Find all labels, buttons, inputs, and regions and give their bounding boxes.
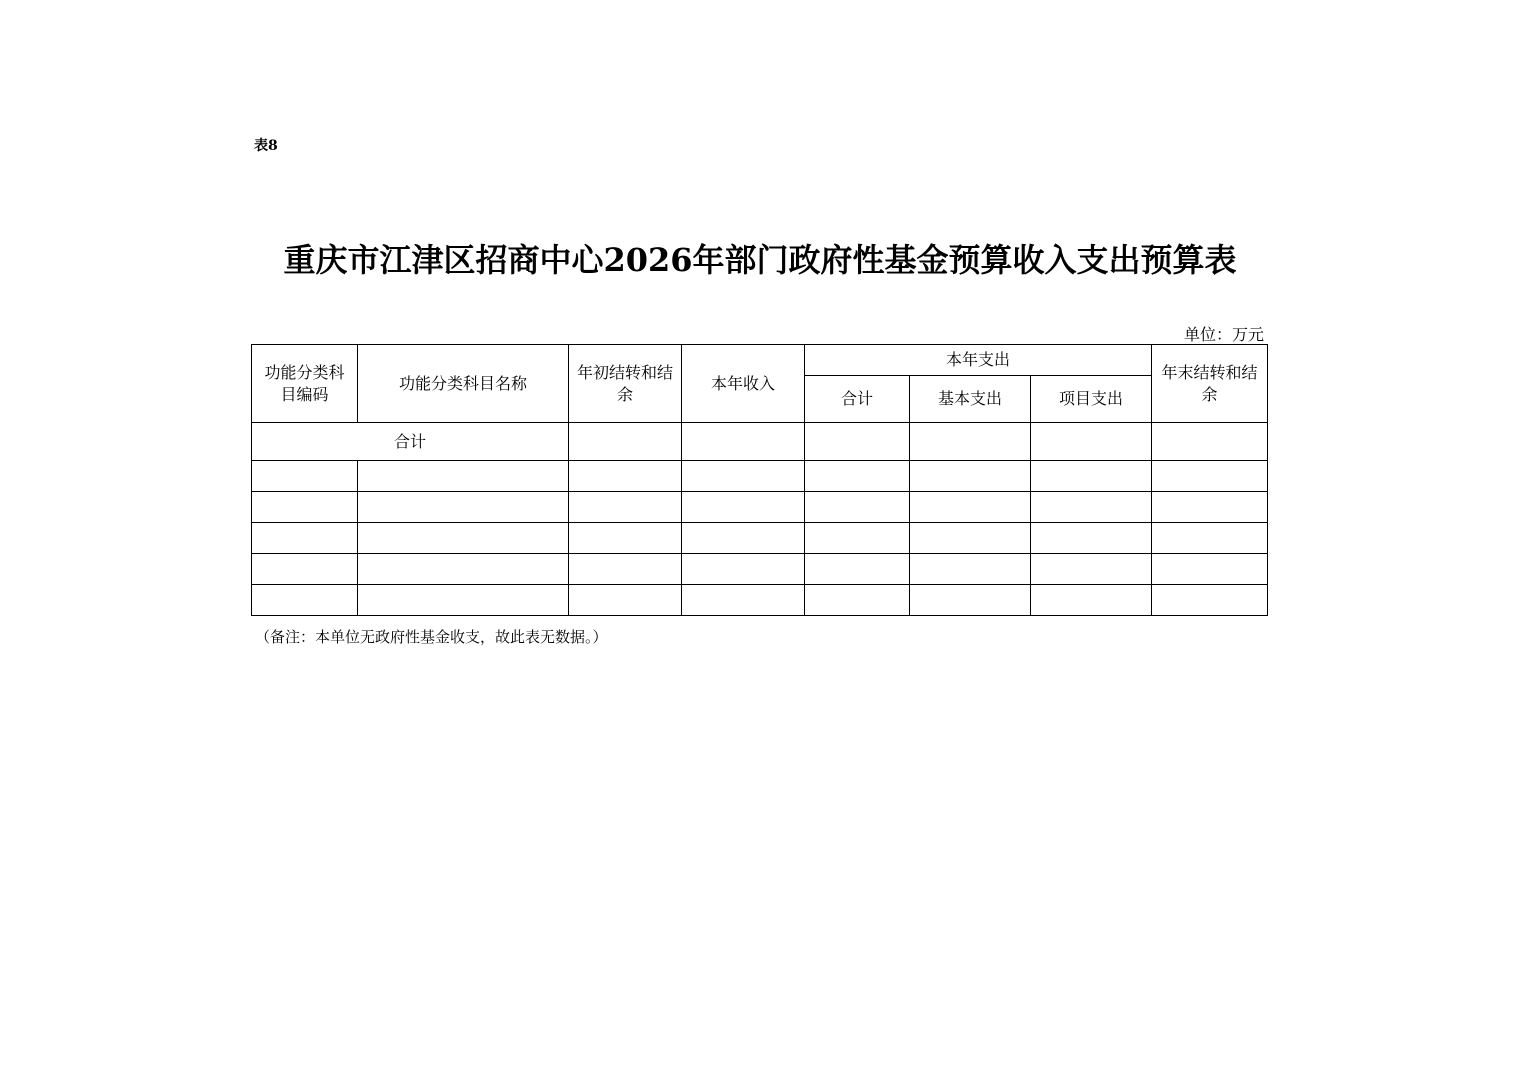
header-income: 本年收入: [682, 345, 805, 423]
cell-code: [252, 523, 358, 554]
cell-expense-total: [805, 523, 910, 554]
cell-end-balance: [1152, 554, 1268, 585]
cell-name: [358, 523, 569, 554]
total-expense-total: [805, 423, 910, 461]
header-row-top: [252, 345, 1268, 376]
cell-end-balance: [1152, 492, 1268, 523]
cell-expense-basic: [910, 461, 1031, 492]
total-income: [682, 423, 805, 461]
total-expense-basic: [910, 423, 1031, 461]
cell-begin-balance: [569, 554, 682, 585]
cell-income: [682, 554, 805, 585]
cell-expense-basic: [910, 554, 1031, 585]
table-row: [252, 585, 1268, 616]
cell-expense-project: [1031, 554, 1152, 585]
total-expense-project: [1031, 423, 1152, 461]
cell-code: [252, 461, 358, 492]
header-end-balance: 年末结转和结余: [1152, 345, 1268, 423]
cell-end-balance: [1152, 523, 1268, 554]
cell-expense-project: [1031, 461, 1152, 492]
cell-expense-total: [805, 492, 910, 523]
total-row: [252, 423, 1268, 461]
cell-expense-project: [1031, 492, 1152, 523]
cell-income: [682, 461, 805, 492]
cell-expense-total: [805, 585, 910, 616]
page-title: 重庆市江津区招商中心2026年部门政府性基金预算收入支出预算表: [283, 241, 1237, 279]
table-row: [252, 523, 1268, 554]
total-end-balance: [1152, 423, 1268, 461]
cell-name: [358, 554, 569, 585]
cell-name: [358, 585, 569, 616]
cell-expense-project: [1031, 523, 1152, 554]
header-code: 功能分类科目编码: [252, 345, 358, 423]
header-name: 功能分类科目名称: [358, 345, 569, 423]
cell-income: [682, 492, 805, 523]
cell-expense-total: [805, 461, 910, 492]
header-expense-total: 合计: [805, 376, 910, 423]
header-expense-basic: 基本支出: [910, 376, 1031, 423]
cell-end-balance: [1152, 461, 1268, 492]
footnote: （备注：本单位无政府性基金收支，故此表无数据。）: [255, 628, 608, 646]
total-begin-balance: [569, 423, 682, 461]
cell-begin-balance: [569, 523, 682, 554]
cell-expense-basic: [910, 492, 1031, 523]
header-expense-project: 项目支出: [1031, 376, 1152, 423]
cell-income: [682, 585, 805, 616]
cell-name: [358, 461, 569, 492]
table-row: [252, 461, 1268, 492]
cell-end-balance: [1152, 585, 1268, 616]
cell-code: [252, 554, 358, 585]
budget-table: [251, 344, 1268, 616]
cell-begin-balance: [569, 492, 682, 523]
cell-expense-project: [1031, 585, 1152, 616]
header-begin-balance: 年初结转和结余: [569, 345, 682, 423]
table-row: [252, 554, 1268, 585]
cell-expense-basic: [910, 523, 1031, 554]
cell-name: [358, 492, 569, 523]
cell-expense-total: [805, 554, 910, 585]
cell-income: [682, 523, 805, 554]
cell-code: [252, 492, 358, 523]
table-row: [252, 492, 1268, 523]
header-expense-group: 本年支出: [805, 345, 1152, 376]
table-number-label: 表8: [254, 138, 278, 154]
cell-begin-balance: [569, 461, 682, 492]
cell-code: [252, 585, 358, 616]
unit-label: 单位：万元: [1183, 325, 1264, 344]
total-label: 合计: [252, 423, 569, 461]
cell-expense-basic: [910, 585, 1031, 616]
cell-begin-balance: [569, 585, 682, 616]
